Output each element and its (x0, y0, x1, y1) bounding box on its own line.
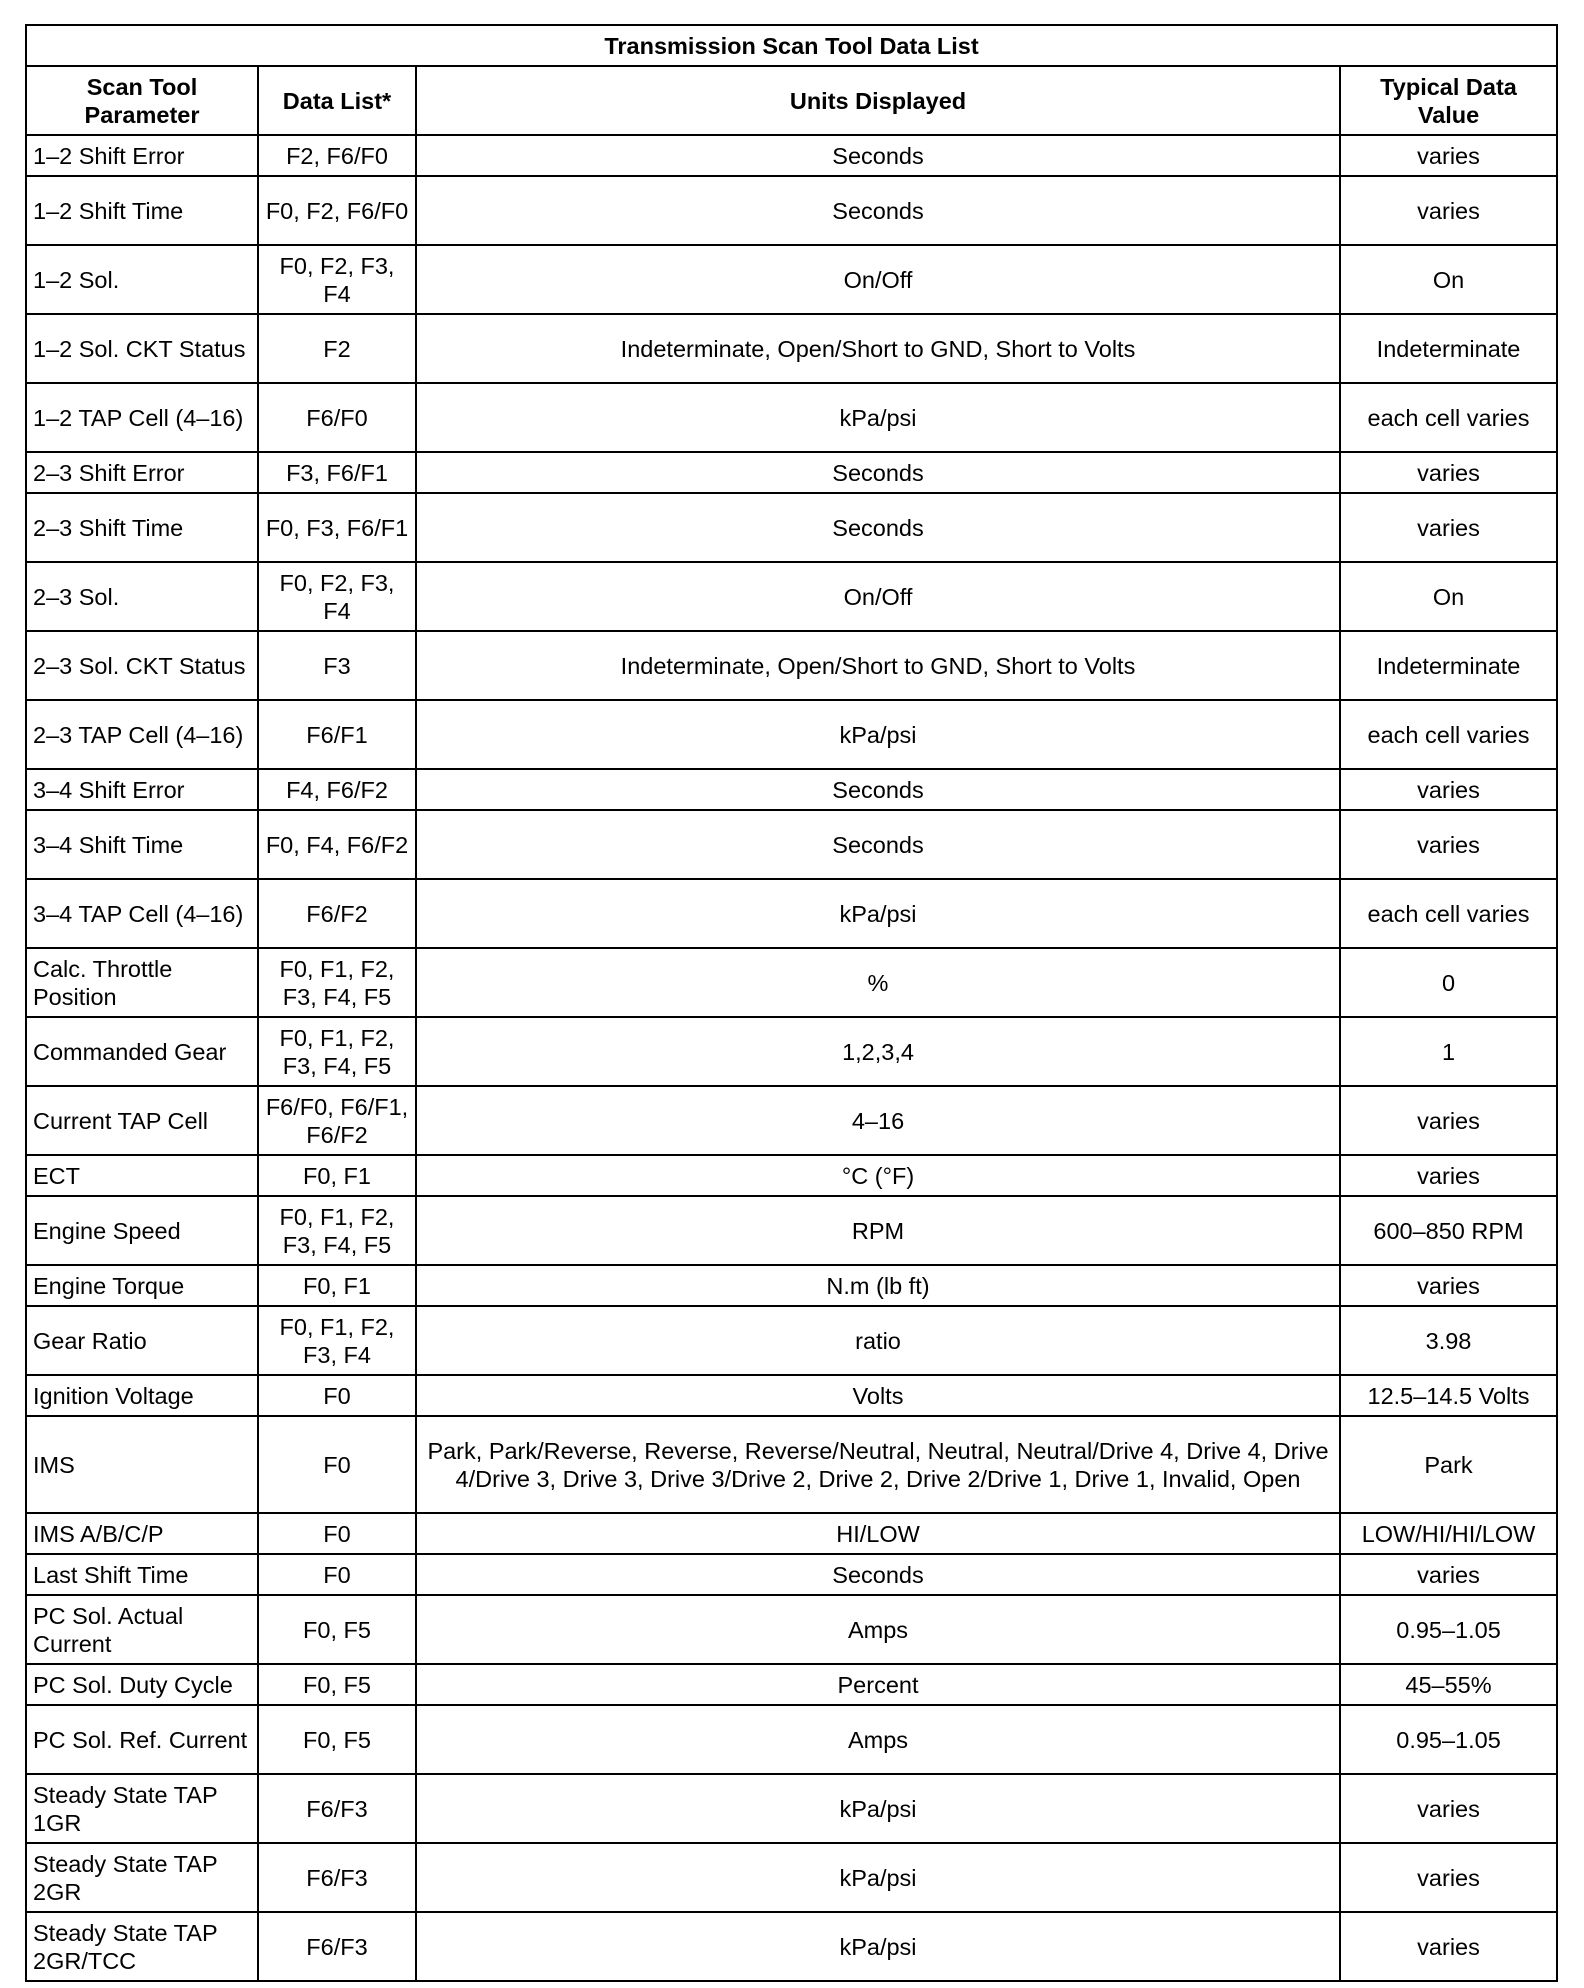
units-cell: ratio (416, 1306, 1340, 1375)
typical-value-cell: varies (1340, 1774, 1557, 1843)
typical-value-cell: varies (1340, 135, 1557, 176)
typical-value-cell: varies (1340, 1155, 1557, 1196)
parameter-cell: Last Shift Time (26, 1554, 258, 1595)
parameter-cell: 2–3 Shift Time (26, 493, 258, 562)
data-list-cell: F4, F6/F2 (258, 769, 416, 810)
data-list-cell: F6/F2 (258, 879, 416, 948)
typical-value-cell: varies (1340, 769, 1557, 810)
table-body (26, 135, 1557, 1981)
data-list-cell: F6/F0 (258, 383, 416, 452)
parameter-cell: 2–3 Sol. (26, 562, 258, 631)
data-list-cell: F0 (258, 1416, 416, 1513)
table-row (26, 314, 1557, 383)
parameter-cell: Steady State TAP 2GR (26, 1843, 258, 1912)
header-scan-tool-parameter: Scan Tool Parameter (26, 66, 258, 135)
units-cell: Seconds (416, 810, 1340, 879)
parameter-cell: 1–2 Sol. (26, 245, 258, 314)
parameter-cell: 2–3 Sol. CKT Status (26, 631, 258, 700)
data-list-cell: F6/F3 (258, 1843, 416, 1912)
units-cell: Seconds (416, 176, 1340, 245)
table-row (26, 700, 1557, 769)
parameter-cell: 1–2 Sol. CKT Status (26, 314, 258, 383)
data-list-cell: F3 (258, 631, 416, 700)
data-list-cell: F0 (258, 1375, 416, 1416)
typical-value-cell: 0.95–1.05 (1340, 1705, 1557, 1774)
data-list-cell: F0, F1, F2, F3, F4, F5 (258, 1196, 416, 1265)
table-row (26, 1912, 1557, 1981)
units-cell: HI/LOW (416, 1513, 1340, 1554)
typical-value-cell: Park (1340, 1416, 1557, 1513)
data-list-cell: F3, F6/F1 (258, 452, 416, 493)
table-row (26, 383, 1557, 452)
units-cell: % (416, 948, 1340, 1017)
parameter-cell: IMS A/B/C/P (26, 1513, 258, 1554)
typical-value-cell: varies (1340, 1265, 1557, 1306)
data-list-cell: F2, F6/F0 (258, 135, 416, 176)
units-cell: °C (°F) (416, 1155, 1340, 1196)
units-cell: Park, Park/Reverse, Reverse, Reverse/Neutral, Neutral, Neutral/Drive 4, Drive 4, Drive 4/Drive 3, Drive 3, Drive 3/Drive 2, Drive 2, Drive 2/Drive 1, Drive 1, Invalid, Open (416, 1416, 1340, 1513)
parameter-cell: Ignition Voltage (26, 1375, 258, 1416)
parameter-cell: Gear Ratio (26, 1306, 258, 1375)
table-title: Transmission Scan Tool Data List (26, 25, 1557, 66)
table-row (26, 1705, 1557, 1774)
typical-value-cell: varies (1340, 1086, 1557, 1155)
units-cell: Seconds (416, 135, 1340, 176)
typical-value-cell: varies (1340, 176, 1557, 245)
table-row (26, 245, 1557, 314)
parameter-cell: Engine Speed (26, 1196, 258, 1265)
typical-value-cell: varies (1340, 493, 1557, 562)
typical-value-cell: each cell varies (1340, 383, 1557, 452)
table-row (26, 948, 1557, 1017)
units-cell: Volts (416, 1375, 1340, 1416)
typical-value-cell: each cell varies (1340, 879, 1557, 948)
table-row (26, 493, 1557, 562)
data-list-cell: F6/F0, F6/F1, F6/F2 (258, 1086, 416, 1155)
typical-value-cell: Indeterminate (1340, 314, 1557, 383)
units-cell: Seconds (416, 493, 1340, 562)
units-cell: Indeterminate, Open/Short to GND, Short to Volts (416, 631, 1340, 700)
scan-tool-data-table (25, 24, 1558, 1982)
typical-value-cell: varies (1340, 1843, 1557, 1912)
parameter-cell: Steady State TAP 1GR (26, 1774, 258, 1843)
units-cell: Percent (416, 1664, 1340, 1705)
parameter-cell: 3–4 Shift Time (26, 810, 258, 879)
data-list-cell: F2 (258, 314, 416, 383)
parameter-cell: IMS (26, 1416, 258, 1513)
units-cell: Seconds (416, 1554, 1340, 1595)
units-cell: N.m (lb ft) (416, 1265, 1340, 1306)
units-cell: 1,2,3,4 (416, 1017, 1340, 1086)
units-cell: kPa/psi (416, 1912, 1340, 1981)
data-list-cell: F0 (258, 1554, 416, 1595)
parameter-cell: 3–4 Shift Error (26, 769, 258, 810)
data-list-cell: F0, F5 (258, 1595, 416, 1664)
table-row (26, 1595, 1557, 1664)
table-row (26, 562, 1557, 631)
table-row (26, 452, 1557, 493)
typical-value-cell: varies (1340, 1912, 1557, 1981)
typical-value-cell: 3.98 (1340, 1306, 1557, 1375)
data-list-cell: F0, F1 (258, 1265, 416, 1306)
data-list-cell: F6/F1 (258, 700, 416, 769)
typical-value-cell: 0 (1340, 948, 1557, 1017)
typical-value-cell: 600–850 RPM (1340, 1196, 1557, 1265)
parameter-cell: Commanded Gear (26, 1017, 258, 1086)
parameter-cell: Engine Torque (26, 1265, 258, 1306)
data-list-cell: F0, F1, F2, F3, F4, F5 (258, 1017, 416, 1086)
units-cell: kPa/psi (416, 1774, 1340, 1843)
typical-value-cell: varies (1340, 452, 1557, 493)
data-list-cell: F0, F5 (258, 1664, 416, 1705)
table-row (26, 1196, 1557, 1265)
data-list-cell: F6/F3 (258, 1774, 416, 1843)
units-cell: On/Off (416, 245, 1340, 314)
parameter-cell: PC Sol. Actual Current (26, 1595, 258, 1664)
parameter-cell: 1–2 Shift Error (26, 135, 258, 176)
units-cell: On/Off (416, 562, 1340, 631)
typical-value-cell: On (1340, 562, 1557, 631)
table-row (26, 135, 1557, 176)
data-list-cell: F0, F1, F2, F3, F4 (258, 1306, 416, 1375)
units-cell: 4–16 (416, 1086, 1340, 1155)
units-cell: kPa/psi (416, 1843, 1340, 1912)
table-row (26, 1265, 1557, 1306)
parameter-cell: PC Sol. Ref. Current (26, 1705, 258, 1774)
units-cell: Amps (416, 1705, 1340, 1774)
typical-value-cell: varies (1340, 1554, 1557, 1595)
typical-value-cell: each cell varies (1340, 700, 1557, 769)
parameter-cell: Calc. Throttle Position (26, 948, 258, 1017)
typical-value-cell: 0.95–1.05 (1340, 1595, 1557, 1664)
table-row (26, 1513, 1557, 1554)
header-data-list: Data List* (258, 66, 416, 135)
typical-value-cell: Indeterminate (1340, 631, 1557, 700)
table-row (26, 1664, 1557, 1705)
data-list-cell: F0, F5 (258, 1705, 416, 1774)
table-row (26, 1155, 1557, 1196)
typical-value-cell: varies (1340, 810, 1557, 879)
table-row (26, 810, 1557, 879)
typical-value-cell: 1 (1340, 1017, 1557, 1086)
units-cell: RPM (416, 1196, 1340, 1265)
parameter-cell: 2–3 TAP Cell (4–16) (26, 700, 258, 769)
table-row (26, 631, 1557, 700)
data-list-cell: F0 (258, 1513, 416, 1554)
table-row (26, 1086, 1557, 1155)
typical-value-cell: On (1340, 245, 1557, 314)
table-row (26, 769, 1557, 810)
parameter-cell: PC Sol. Duty Cycle (26, 1664, 258, 1705)
parameter-cell: Steady State TAP 2GR/TCC (26, 1912, 258, 1981)
parameter-cell: 3–4 TAP Cell (4–16) (26, 879, 258, 948)
data-list-cell: F0, F2, F3, F4 (258, 245, 416, 314)
data-list-cell: F0, F1 (258, 1155, 416, 1196)
data-list-cell: F0, F4, F6/F2 (258, 810, 416, 879)
data-list-cell: F0, F2, F6/F0 (258, 176, 416, 245)
units-cell: Seconds (416, 452, 1340, 493)
data-list-cell: F0, F1, F2, F3, F4, F5 (258, 948, 416, 1017)
typical-value-cell: 12.5–14.5 Volts (1340, 1375, 1557, 1416)
parameter-cell: 1–2 Shift Time (26, 176, 258, 245)
units-cell: kPa/psi (416, 383, 1340, 452)
header-units-displayed: Units Displayed (416, 66, 1340, 135)
table-row (26, 1774, 1557, 1843)
typical-value-cell: LOW/HI/HI/LOW (1340, 1513, 1557, 1554)
units-cell: Indeterminate, Open/Short to GND, Short to Volts (416, 314, 1340, 383)
data-list-cell: F6/F3 (258, 1912, 416, 1981)
data-list-cell: F0, F2, F3, F4 (258, 562, 416, 631)
units-cell: Seconds (416, 769, 1340, 810)
table-row (26, 176, 1557, 245)
units-cell: kPa/psi (416, 879, 1340, 948)
data-list-cell: F0, F3, F6/F1 (258, 493, 416, 562)
typical-value-cell: 45–55% (1340, 1664, 1557, 1705)
table-row (26, 1017, 1557, 1086)
table-row (26, 1416, 1557, 1513)
table-row (26, 1843, 1557, 1912)
table-row (26, 1375, 1557, 1416)
parameter-cell: Current TAP Cell (26, 1086, 258, 1155)
table-row (26, 1306, 1557, 1375)
table-row (26, 1554, 1557, 1595)
units-cell: kPa/psi (416, 700, 1340, 769)
header-typical-data-value: Typical Data Value (1340, 66, 1557, 135)
parameter-cell: 1–2 TAP Cell (4–16) (26, 383, 258, 452)
parameter-cell: ECT (26, 1155, 258, 1196)
table-row (26, 879, 1557, 948)
parameter-cell: 2–3 Shift Error (26, 452, 258, 493)
units-cell: Amps (416, 1595, 1340, 1664)
